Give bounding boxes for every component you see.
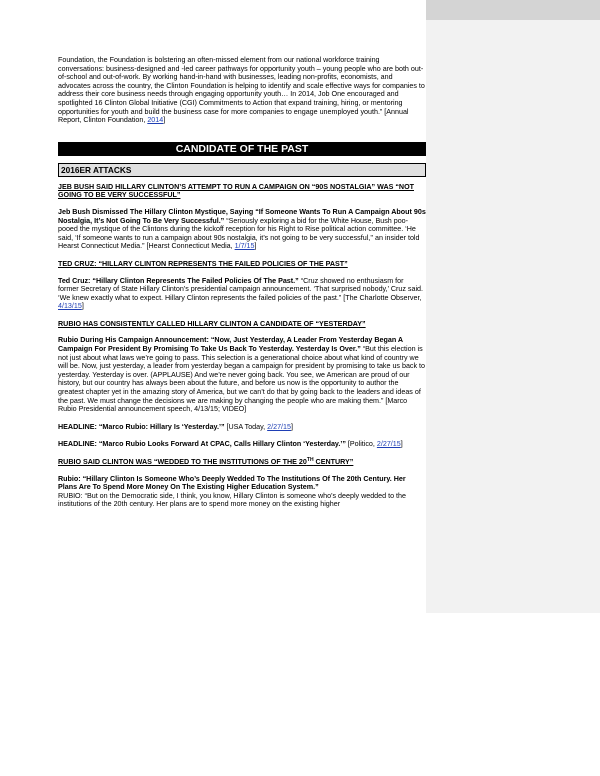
- cruz-text: “Cruz showed no enthusiasm for former Secretary of State Hillary Clinton’s presidential campaign announcement. ‘That surprised nobody,’ Cruz said. ‘We knew exactly what to expect. Hillary Clinton represents the failed policies of the past.” [The Charlotte Observer,: [58, 276, 424, 302]
- rubio-announcement-text: “But this election is not just about what laws we’re going to pass. This selection is a generational choice about what kind of country we will be. Now, just yesterday, a leader from yesterday began a campaign for president by promising to take us back to yesterday. Yesterday is over. (APPLAUSE) And we’re never going back. You see, we American are proud of our history, but our country has always been about the future, and before us now is the opportunity to author the greatest chapter yet in the amazing story of America, but we can’t do that by going back to the leaders and ideas of the past. We must change the decisions we are making by changing the people who are making them.” [Marco Rubio Presidential announcement speech, 4/13/15; VIDEO]: [58, 345, 426, 414]
- cruz-lead: Ted Cruz: “Hillary Clinton Represents The Failed Policies Of The Past.”: [58, 276, 299, 285]
- rubio-wedded-heading: [58, 458, 426, 467]
- headline-politico-close: ]: [400, 440, 403, 449]
- document-body: [58, 56, 426, 509]
- jeb-close: ]: [254, 242, 257, 251]
- headline-usa-today-close: ]: [290, 422, 293, 431]
- intro-close: ]: [163, 116, 166, 125]
- cruz-heading: TED CRUZ: “HILLARY CLINTON REPRESENTS THE FAILED POLICIES OF THE PAST”: [58, 259, 348, 268]
- headline-usa-today-source: [USA Today,: [224, 422, 268, 431]
- cruz-link[interactable]: 4/13/15: [58, 302, 82, 311]
- rubio-wedded-paragraph: [58, 475, 426, 509]
- headline-politico-lead: HEADLINE: “Marco Rubio Looks Forward At CPAC, Calls Hillary Clinton ‘Yesterday.’”: [58, 440, 346, 449]
- jeb-paragraph: [58, 208, 426, 251]
- jeb-text: “Seriously exploring a bid for the White House, Bush poo-pooed the mystique of the Clintons during the kickoff reception for his Right to Rise political action committee. ‘He said, ‘If someone wants to run a campaign about 90s nostalgia, it’s not going to be very successful,’’ an insider told Hearst Connecticut Media.” [Hearst Connecticut Media,: [58, 216, 420, 251]
- page-title: CANDIDATE OF THE PAST: [58, 142, 426, 156]
- rubio-announcement-lead: Rubio During His Campaign Announcement: “Now, Just Yesterday, A Leader From Yesterday Began A Campaign For President By Promising To Take Us Back To Yesterday. Yesterday Is Over.”: [58, 336, 403, 354]
- cruz-paragraph: [58, 277, 426, 311]
- rubio-wedded-heading-pre: RUBIO SAID CLINTON WAS “WEDDED TO THE INSTITUTIONS OF THE 20: [58, 458, 307, 466]
- rubio-wedded-heading-sup: TH: [306, 457, 314, 463]
- headline-usa-today-lead: HEADLINE: “Marco Rubio: Hillary Is ‘Yesterday.’”: [58, 422, 225, 431]
- headline-politico: [58, 440, 426, 449]
- comment-sidebar: [426, 0, 600, 613]
- jeb-heading: JEB BUSH SAID HILLARY CLINTON’S ATTEMPT TO RUN A CAMPAIGN ON “90S NOSTALGIA” WAS “NOT GOING TO BE VERY SUCCESSFUL”: [58, 182, 414, 200]
- headline-politico-link[interactable]: 2/27/15: [376, 440, 401, 449]
- jeb-lead: Jeb Bush Dismissed The Hillary Clinton Mystique, Saying “If Someone Wants To Run A Campaign About 90s Nostalgia, It’s Not Going To Be Very Successful.”: [58, 207, 426, 225]
- section-heading: 2016ER ATTACKS: [58, 163, 426, 177]
- comment-sidebar-header: [426, 0, 600, 20]
- intro-link[interactable]: 2014: [147, 116, 164, 125]
- rubio-announcement-paragraph: [58, 336, 426, 413]
- headline-usa-today-link[interactable]: 2/27/15: [267, 422, 291, 431]
- rubio-yesterday-heading: RUBIO HAS CONSISTENTLY CALLED HILLARY CLINTON A CANDIDATE OF “YESTERDAY”: [58, 319, 366, 328]
- headline-usa-today: [58, 423, 426, 432]
- jeb-link[interactable]: 1/7/15: [234, 242, 255, 251]
- rubio-wedded-heading-post: CENTURY”: [313, 458, 354, 466]
- intro-paragraph: [58, 56, 426, 125]
- rubio-wedded-text: RUBIO: “But on the Democratic side, I think, you know, Hillary Clinton is someone who’s deeply wedded to the institutions of the 20th century. Her plans are to spend more money on the existing higher: [58, 491, 406, 509]
- headline-politico-source: [Politico,: [345, 440, 377, 449]
- intro-text: Foundation, the Foundation is bolstering an often-missed element from our national workforce training conversations: business-designed and -led career pathways for opportunity youth – young people who are both out-of-school and out-of-work. By working hand-in-hand with businesses, leading non-profits, economists, and advocates across the country, the Clinton Foundation is helping to identify and scale effective ways for companies to address their core business needs through engaging opportunity youth… In 2014, Job One encouraged and spotlighted 16 Clinton Global Initiative (CGI) Commitments to Action that expand training, hiring, or mentoring opportunities for youth and build the business case for more companies to engage unemployed youth.” [Annual Report, Clinton Foundation,: [58, 56, 425, 125]
- rubio-wedded-lead: Rubio: “Hillary Clinton Is Someone Who’s Deeply Wedded To The Institutions Of The 20th Century. Her Plans Are To Spend More Money On The Existing Higher Education System.”: [58, 474, 406, 492]
- cruz-close: ]: [81, 302, 84, 311]
